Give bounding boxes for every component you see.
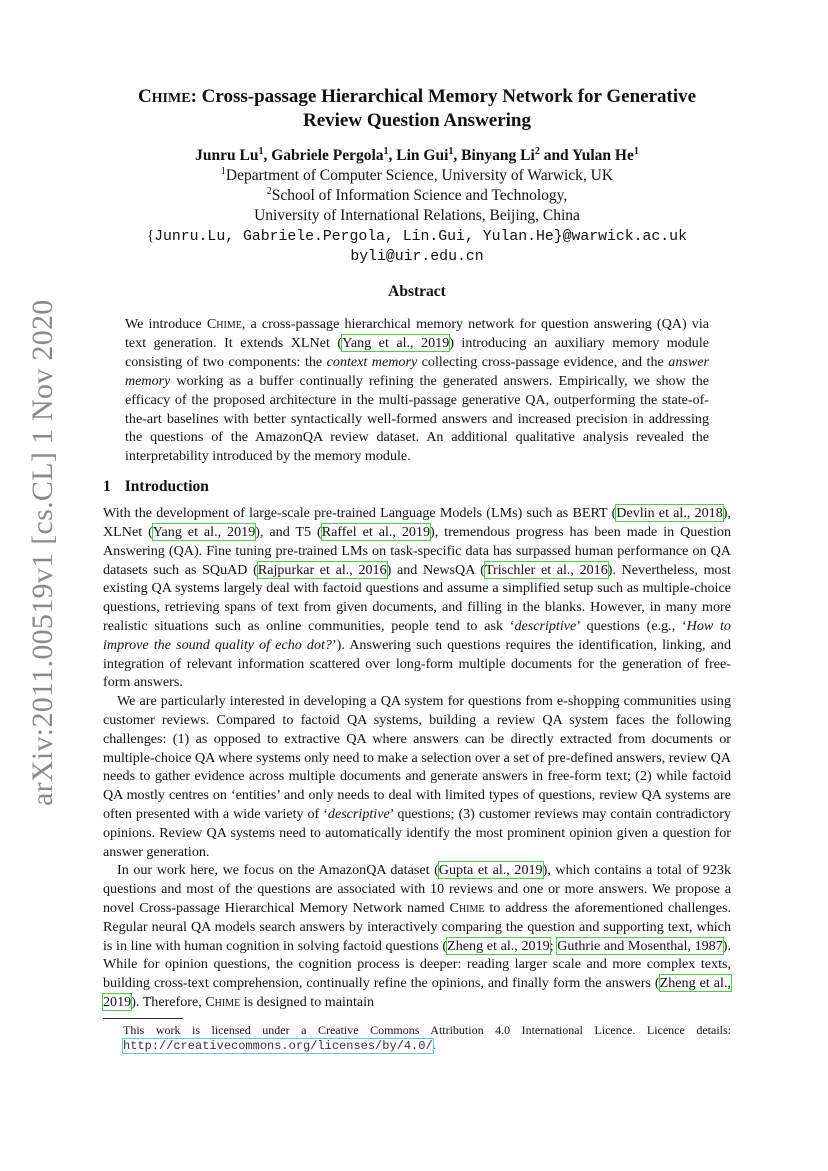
text: ’ questions; (3) customer reviews may contain contradictory opinions. Review QA systems need to automatically identify the most prominent opinion given a question for answer generation. [103,806,731,860]
section-title: Introduction [124,478,209,496]
text: ; [549,937,558,954]
paper-page [103,86,731,1054]
footnote-divider [103,1018,183,1019]
abstract-body [125,315,709,466]
author-affil-mark: 2 [534,146,540,157]
author-affil-mark: 1 [448,146,454,157]
text: ’). Answering such questions requires the identification, linking, and integration of relevant information scattered over long-form multiple documents for the generation of free-form answers. [103,636,731,691]
abstract-emphasis: answer memory [125,353,709,389]
emphasis: descriptive [327,806,390,822]
emphasis: descriptive [514,618,577,635]
license-footnote [103,1023,731,1054]
affil-mark: 2 [266,186,272,197]
abstract-text: collecting cross-passage evidence, and the [417,353,669,370]
citation-link[interactable]: Yang et al., 2019 [342,334,450,351]
paragraph-2 [103,692,731,861]
emphasis: How to improve the sound quality of echo dot? [103,618,731,653]
author-conjunction: and [543,147,572,164]
section-body [103,504,731,1012]
affil-text: Department of Computer Science, University of Warwick, UK [225,167,614,184]
email-names: Junru.Lu, Gabriele.Pergola, Lin.Gui, Yulan.He [154,229,554,245]
text: ), XLNet ( [103,505,731,541]
affiliation-2 [103,186,731,206]
author-name: Junru Lu [195,147,259,164]
email-line-1 [103,226,731,247]
email-line-2: byli@uir.edu.cn [350,249,484,265]
author-name: Yulan He [571,147,634,164]
affil-text: School of Information Science and Technology, [271,187,568,204]
abstract-text: ) introducing an auxiliary memory module consisting of two components: the [125,334,709,370]
text: ) and NewsQA ( [386,561,485,578]
title-small-caps: HIME [151,91,191,106]
abstract-heading: Abstract [388,283,446,300]
section-number: 1 [103,478,111,496]
abstract-text: We introduce C [125,316,217,332]
author-name: Lin Gui [396,147,449,164]
text: ), and T5 ( [255,524,322,541]
title-line1: : Cross-passage Hierarchical Memory Network for Generative [190,86,697,107]
email-domain: }@warwick.ac.uk [553,229,687,245]
author-affil-mark: 1 [633,146,639,157]
text: ’ questions (e.g., ‘ [576,618,687,635]
citation-link[interactable]: Zheng et al., 2019 [447,937,550,954]
text: ). While for opinion questions, the cognition process is deeper: reading larger scale and more complex texts, building cross-text comprehension, continually refine the opinions, and finally form the answers ( [103,937,731,992]
author-affil-mark: 1 [258,146,264,157]
author-list: Junru Lu$^1$, Gabriele Pergola$^1$, Lin Gui$^1$, Binyang Li$^2$ and Yulan He$^1$ [195,146,639,164]
citation-link[interactable]: Zheng et al., 2019 [103,975,731,1010]
text: In our work here, we focus on the AmazonQA dataset ( [117,862,439,879]
citation-link[interactable]: Guthrie and Mosenthal, 1987 [557,937,723,954]
footnote-text: This work is licensed under a Creative Commons Attribution 4.0 International Licence. Licence details: [123,1022,731,1037]
abstract-emphasis: context memory [326,353,418,370]
affiliation-3: University of International Relations, Beijing, China [254,207,580,224]
model-name: hime [214,993,241,1010]
brace: { [147,228,155,244]
citation-link[interactable]: Raffel et al., 2019 [321,524,431,541]
text: ). Nevertheless, most existing QA systems largely deal with factoid questions and assume a simplified setup such as multiple-choice questions, retrieving spans of text from given documents, and filling in the blanks. However, in many more realistic situations such as online communities, people tend to ask ‘ [103,561,731,635]
footnote-end: . [432,1037,436,1052]
citation-link[interactable]: Yang et al., 2019 [152,524,256,541]
text: ), tremendous progress has been made in Question Answering (QA). Fine tuning pre-trained LMs on task-specific data has surpassed human performance on QA datasets such as SQuAD ( [103,524,732,578]
text: ), which contains a total of 923k questions and most of the questions are associated with 10 reviews and one or more answers. We propose a novel Cross-passage Hierarchical Memory Network named C [103,862,731,916]
abstract-text: , a cross-passage hierarchical memory network for question answering (QA) via text generation. It extends XLNet ( [125,316,710,351]
abstract-model-name: hime [216,316,242,332]
arxiv-identifier: arXiv:2011.00519v1 [cs.CL] 1 Nov 2020 [26,299,59,806]
affil-mark: 1 [220,166,226,177]
author-affil-mark: 1 [383,146,389,157]
citation-link[interactable]: Rajpurkar et al., 2016 [257,561,387,578]
section-heading [103,478,731,496]
citation-link[interactable]: Trischler et al., 2016 [484,561,608,578]
abstract-text: working as a buffer continually refining the generated answers. Empirically, we show the efficacy of the proposed architecture in the multi-passage generative QA, outperforming the state-of-the-art baselines with better syntactically well-formed answers and increased precision in addressing the questions of the AmazonQA review dataset. An additional qualitative analysis revealed the interpretability introduced by the memory module. [125,372,709,465]
paper-title [103,86,731,132]
citation-link[interactable]: Gupta et al., 2019 [438,862,543,879]
author-name: Gabriele Pergola [271,147,384,164]
text: is designed to maintain [240,993,375,1010]
text: With the development of large-scale pre-trained Language Models (LMs) such as BERT ( [103,505,617,522]
model-name: hime [458,899,485,916]
citation-link[interactable]: Devlin et al., 2018 [616,505,723,522]
author-name: Binyang Li [461,147,535,164]
paragraph-1 [103,504,731,692]
paragraph-3 [103,861,731,1011]
text: ). Therefore, C [131,993,215,1010]
title-line2: Review Question Answering [303,110,531,131]
text: We are particularly interested in developing a QA system for questions from e-shopping communities using customer reviews. Compared to factoid QA systems, building a review QA system faces the following challenges: (1) as opposed to extractive QA where answers can be directly extracted from documents or multiple-choice QA where systems only need to make a selection over a set of pre-defined answers, review QA needs to gather evidence across multiple documents and generate answers in free-form text; (2) while factoid QA mostly centres on ‘entities’ and only needs to deal with limited types of questions, review QA systems are often presented with a wide variety of ‘ [103,693,731,822]
text: to address the aforementioned challenges. Regular neural QA models search answers by interactively comparing the question and supporting text, which is in line with human cognition in solving factoid questions ( [103,899,731,954]
title-initial: C [137,86,152,107]
affiliation-1 [103,166,731,186]
license-url-link[interactable]: http://creativecommons.org/licenses/by/4.0/ [123,1038,433,1053]
